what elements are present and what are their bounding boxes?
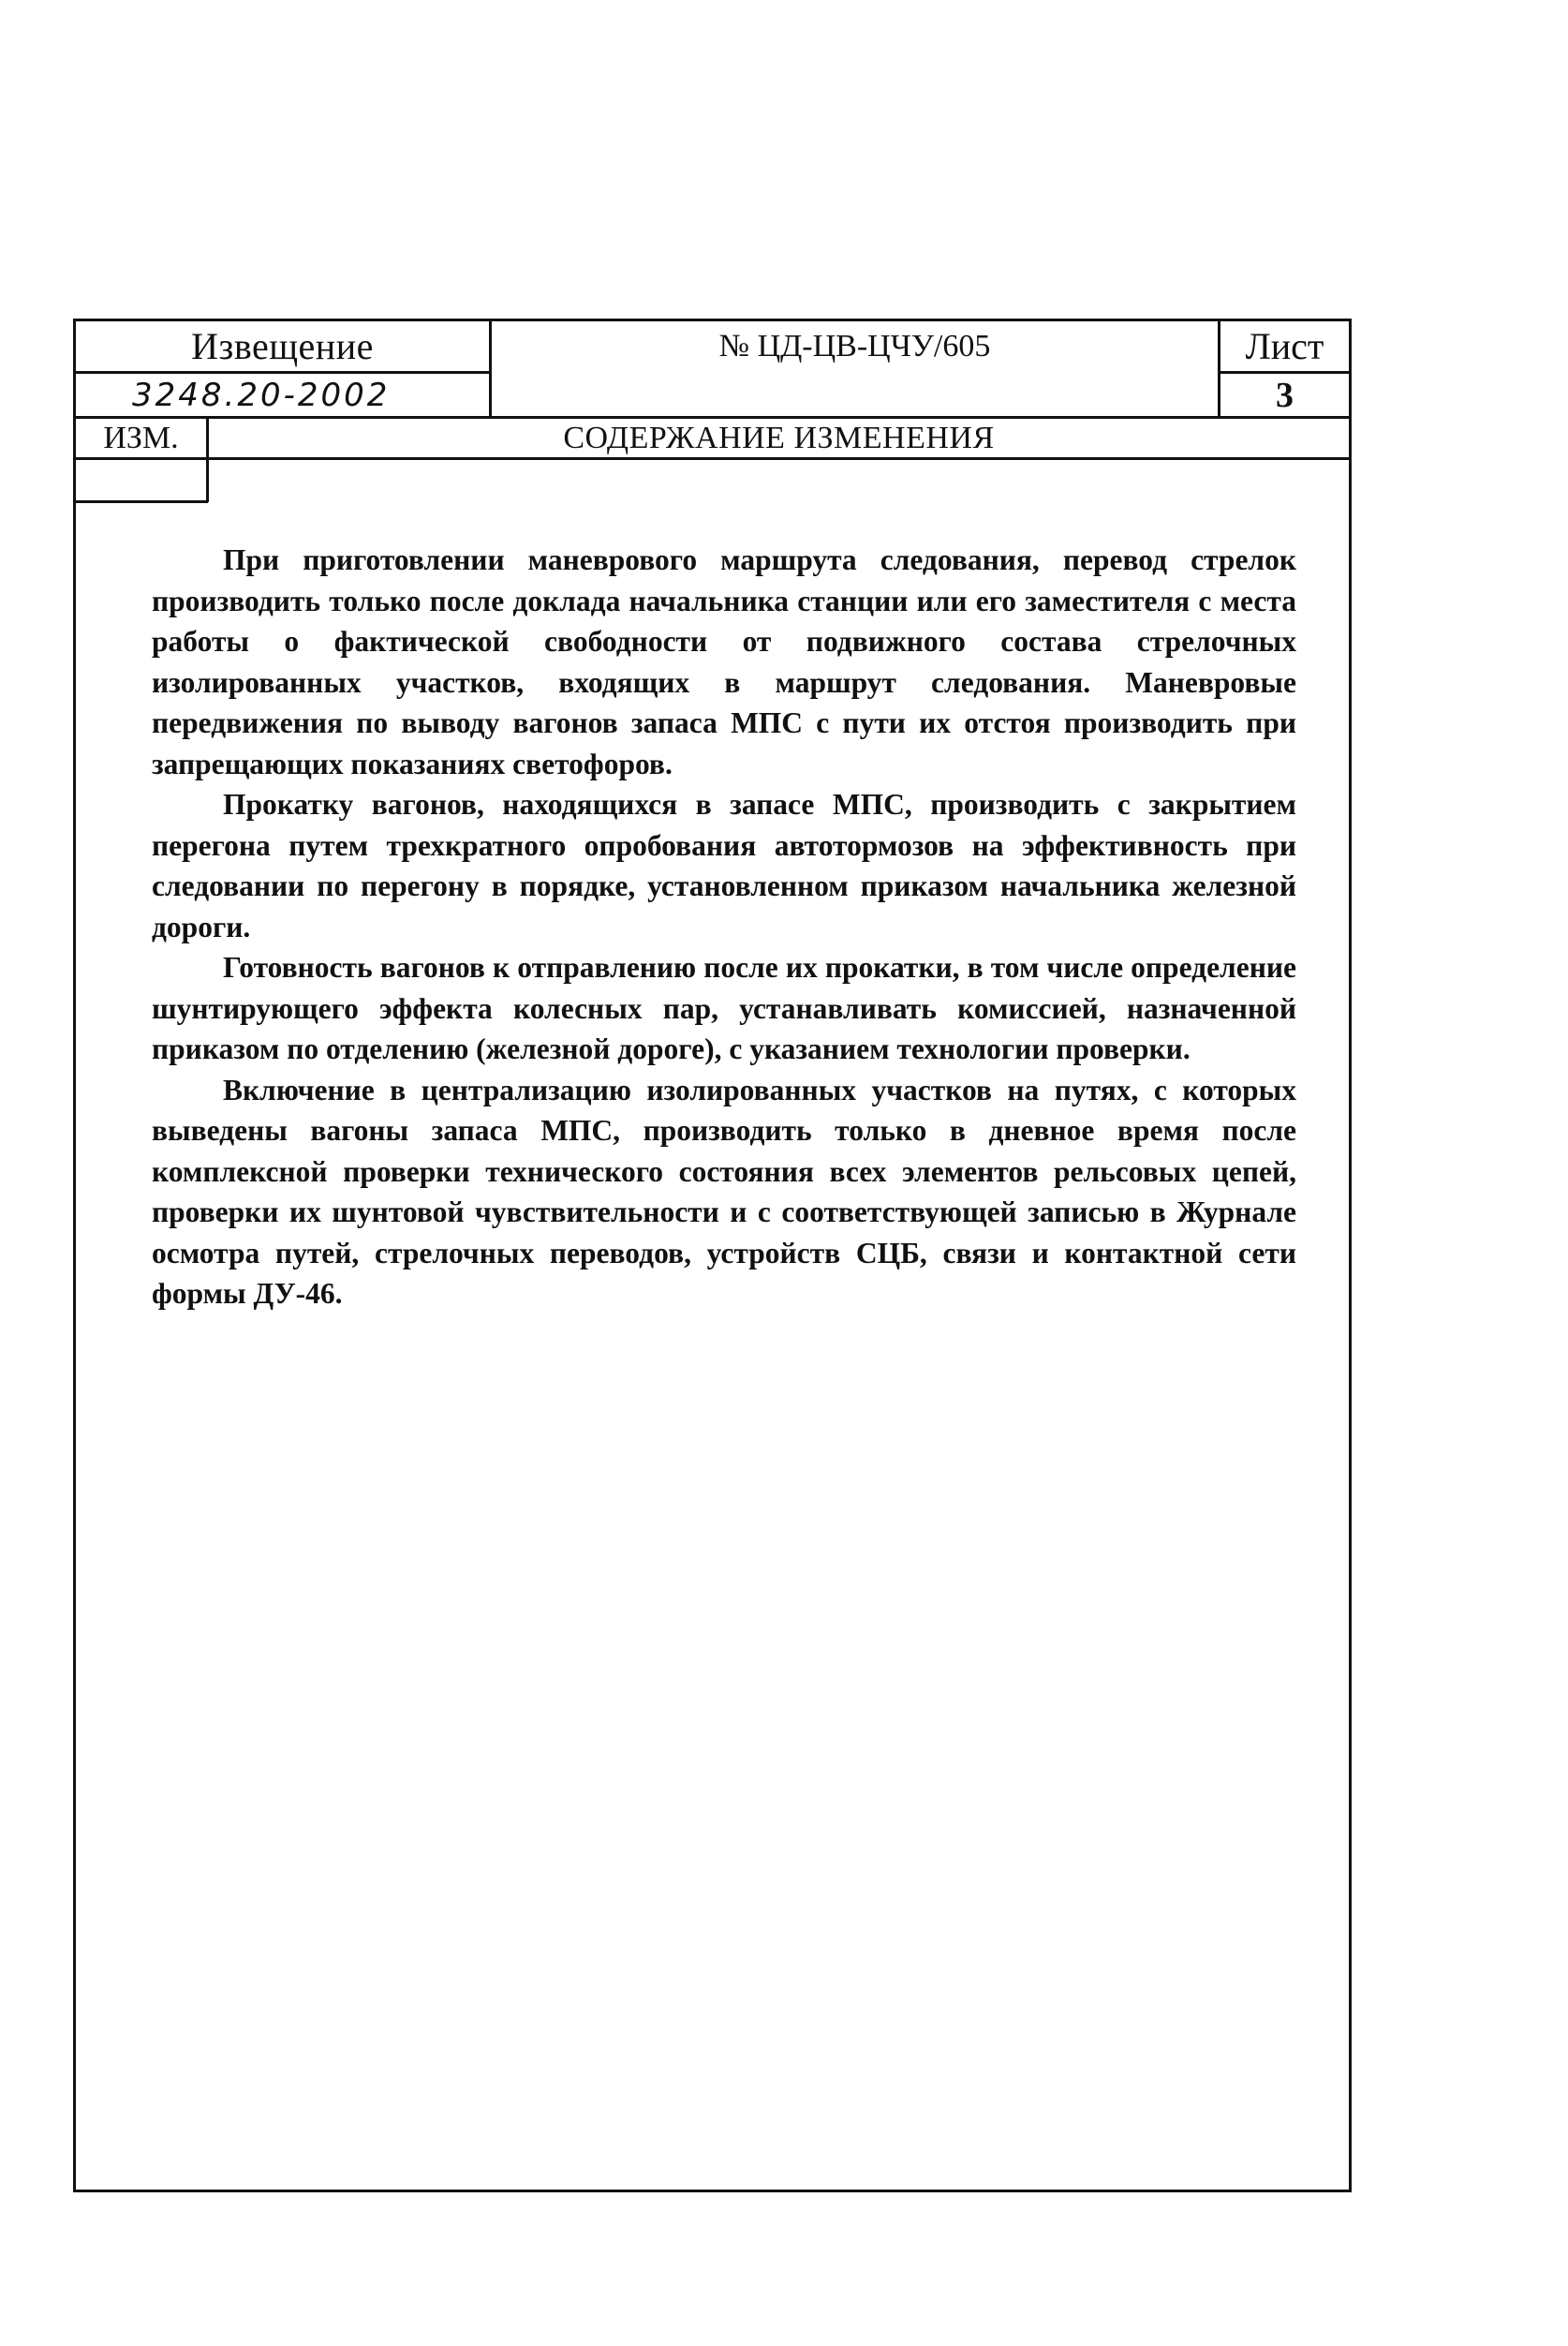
header-rule-3: [73, 457, 1352, 460]
paragraph-3: Готовность вагонов к отправлению после их прокатки, в том числе определение шунтирующего эффекта колесных пар, устанавливать комиссией, назначенной приказом по отделению (железной дороге), с указанием технологии проверки.: [152, 951, 1296, 1065]
paragraph-4: Включение в централизацию изолированных участков на путях, с которых выведены вагоны запаса МПС, производить только в дневное время после комплексной проверки технического состояния всех элементов рельсовых цепей, проверки их шунтовой чувствительности и с соответствующей записью в Журнале осмотра путей, стрелочных переводов, устройств СЦБ, связи и контактной сети формы ДУ-46.: [152, 1073, 1296, 1310]
izm-label: ИЗМ.: [103, 420, 179, 455]
paragraph-2: Прокатку вагонов, находящихся в запасе МПС, производить с закрытием перегона путем трехкратного опробования автотормозов на эффективность при следовании по перегону в порядке, установленном приказом начальника железной дороги.: [152, 788, 1296, 943]
change-content-body: [152, 540, 1296, 1314]
notice-number-handwritten: 3248.20-2002: [132, 376, 391, 414]
sheet-number: 3: [1276, 375, 1294, 415]
content-title: СОДЕРЖАНИЕ ИЗМЕНЕНИЯ: [563, 420, 995, 455]
sheet-label: Лист: [1245, 325, 1324, 367]
izm-box-bottom-rule: [73, 500, 208, 503]
document-number: № ЦД-ЦВ-ЦЧУ/605: [718, 329, 991, 364]
notice-label: Извещение: [191, 325, 374, 367]
paragraph-1: При приготовлении маневрового маршрута следования, перевод стрелок производить только после доклада начальника станции или его заместителя с места работы о фактической свободности от подвижного состава стрелочных изолированных участков, входящих в маршрут следования. Маневровые передвижения по выводу вагонов запаса МПС с пути их отстоя производить при запрещающих показаниях светофоров.: [152, 543, 1296, 780]
